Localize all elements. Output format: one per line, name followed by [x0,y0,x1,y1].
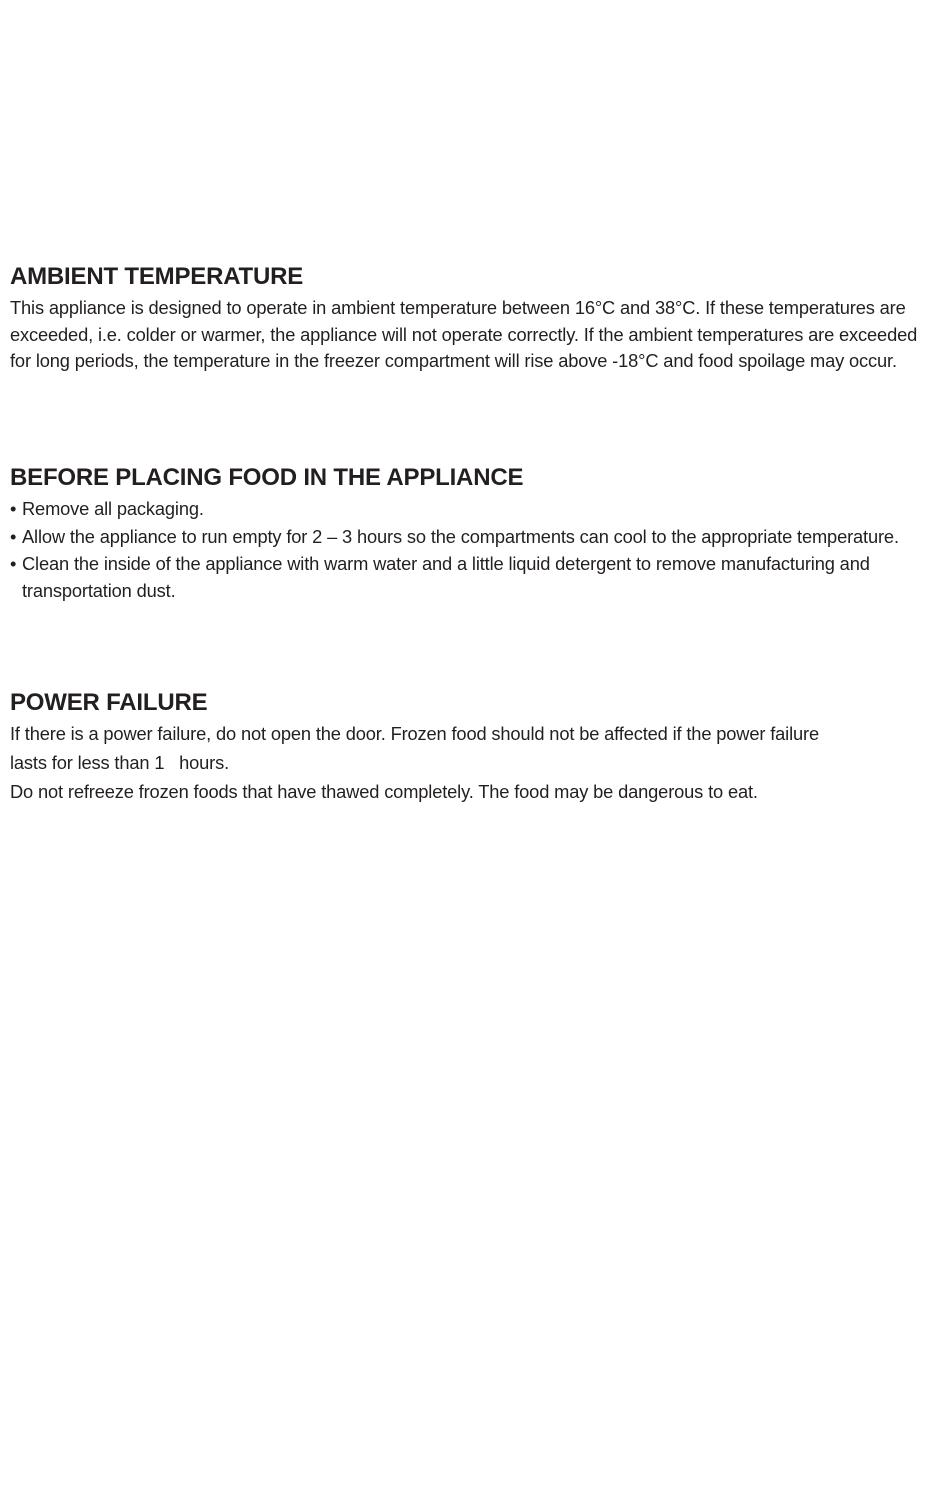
bullet-icon: • [10,498,17,519]
list-item [10,551,940,604]
list-item-text: Clean the inside of the appliance with warm water and a little liquid detergent to remove manufacturing and transportation dust. [22,553,870,601]
bullet-icon: • [10,553,17,574]
bullet-icon: • [10,525,17,547]
power-failure-section [10,688,940,806]
before-placing-food-heading: BEFORE PLACING FOOD IN THE APPLIANCE [10,464,524,491]
power-failure-heading: POWER FAILURE [10,689,208,716]
before-placing-food-list [10,496,940,604]
ambient-temperature-section [10,262,940,375]
list-item [10,496,940,523]
ambient-temperature-body: This appliance is designed to operate in ambient temperature between 16°C and 38°C. If these temperatures are exceeded, i.e. colder or warmer, the appliance will not operate correctly. If the ambient temperatures are exceeded for long periods, the temperature in the freezer compartment will rise above -18°C and food spoilage may occur. [10,297,918,371]
list-item-text: Allow the appliance to run empty for 2 – 3 hours so the compartments can cool to the appropriate temperature. [22,525,899,547]
ambient-temperature-heading: AMBIENT TEMPERATURE [10,263,304,290]
before-placing-food-section [10,463,940,605]
power-failure-line: If there is a power failure, do not open the door. Frozen food should not be affected if the power failure [10,723,819,744]
list-item-text: Remove all packaging. [22,498,204,519]
power-failure-line: lasts for less than 1 hours. [10,752,230,773]
power-failure-line: Do not refreeze frozen foods that have thawed completely. The food may be dangerous to eat. [10,781,758,802]
list-item [10,524,940,551]
